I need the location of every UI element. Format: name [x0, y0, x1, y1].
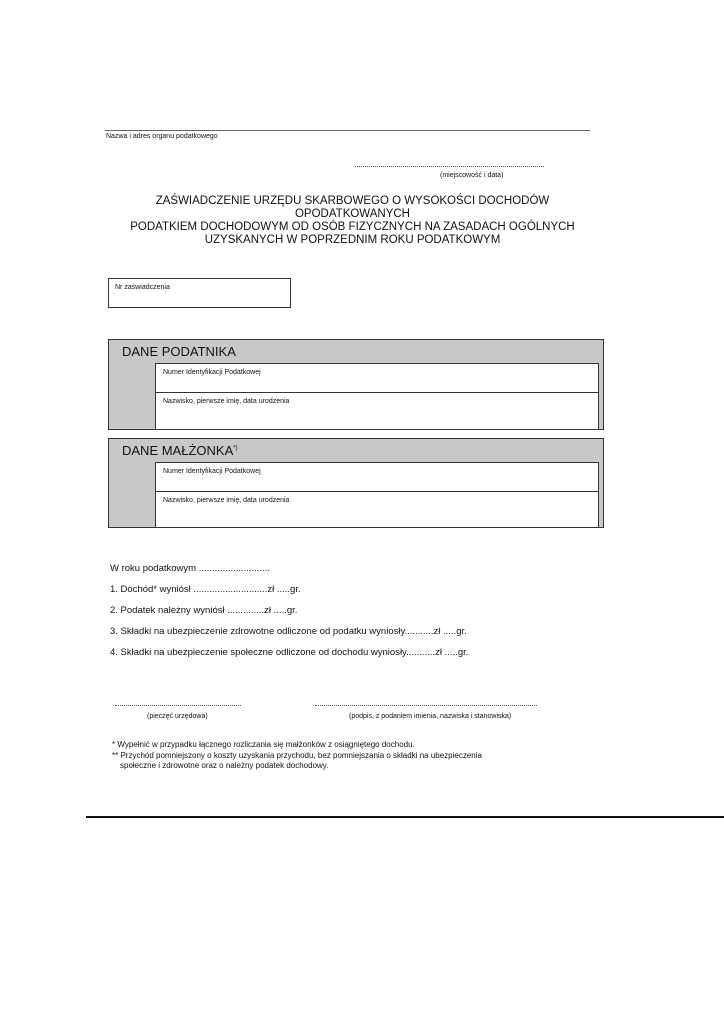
stamp-line: [115, 705, 241, 706]
certificate-number-field[interactable]: [108, 278, 291, 308]
taxpayer-nip-label: Numer Identyfikacji Podatkowej: [163, 369, 261, 376]
title-line-3: UZYSKANYCH W POPRZEDNIM ROKU PODATKOWYM: [204, 234, 501, 246]
taxpayer-fields: [155, 363, 599, 429]
place-date-line: [355, 166, 544, 167]
income-line: 1. Dochód* wyniósł ............................zł .....gr.: [110, 584, 301, 595]
document-title: [100, 195, 605, 247]
organ-name-line: [105, 130, 590, 131]
page-bottom-rule: [86, 816, 724, 818]
taxpayer-heading: DANE PODATNIKA: [122, 344, 236, 359]
organ-name-label: Nazwa i adres organu podatkowego: [106, 133, 218, 140]
spouse-heading-text: DANE MAŁŻONKA: [122, 443, 234, 458]
spouse-heading: [122, 443, 238, 458]
signature-line: [315, 705, 537, 706]
title-line-2: PODATKIEM DOCHODOWYM OD OSÓB FIZYCZNYCH NA ZASADACH OGÓLNYCH: [130, 221, 575, 233]
taxpayer-section: [108, 339, 604, 430]
footnote-1: * Wypełnić w przypadku łącznego rozliczania się małżonków z osiągniętego dochodu.: [112, 740, 415, 749]
tax-year-line: W roku podatkowym ...........................: [110, 563, 270, 574]
tax-due-line: 2. Podatek należny wyniósł ..............zł .....gr.: [110, 605, 298, 616]
footnote-2-line-1: ** Przychód pomniejszony o koszty uzyskania przychodu, bez pomniejszania o składki na ubezpieczenia: [112, 751, 482, 760]
taxpayer-nip-field[interactable]: [156, 364, 598, 393]
spouse-heading-mark: *): [233, 445, 238, 452]
spouse-name-field[interactable]: [156, 492, 598, 528]
place-date-label: (miejscowość i data): [440, 172, 504, 179]
spouse-nip-label: Numer Identyfikacji Podatkowej: [163, 468, 261, 475]
social-contributions-line: 4. Składki na ubezpieczenie społeczne odliczone od dochodu wyniosły...........zł .....gr.: [110, 647, 469, 658]
taxpayer-name-field[interactable]: [156, 393, 598, 430]
signature-label: (podpis, z podaniem imienia, nazwiska i stanowiska): [349, 713, 512, 720]
stamp-label: (pieczęć urzędowa): [147, 713, 208, 720]
certificate-number-label: Nr zaświadczenia: [115, 284, 170, 291]
health-contributions-line: 3. Składki na ubezpieczenie zdrowotne odliczone od podatku wyniosły...........zł .....gr.: [110, 626, 467, 637]
spouse-name-label: Nazwisko, pierwsze imię, data urodzenia: [163, 497, 290, 504]
spouse-section: [108, 438, 604, 528]
title-line-1: ZAŚWIADCZENIE URZĘDU SKARBOWEGO O WYSOKOŚCI DOCHODÓW OPODATKOWANYCH: [155, 195, 550, 220]
spouse-fields: [155, 462, 599, 527]
taxpayer-name-label: Nazwisko, pierwsze imię, data urodzenia: [163, 398, 290, 405]
footnote-2-line-2: społeczne i zdrowotne oraz o należny podatek dochodowy.: [120, 761, 329, 770]
spouse-nip-field[interactable]: [156, 463, 598, 492]
